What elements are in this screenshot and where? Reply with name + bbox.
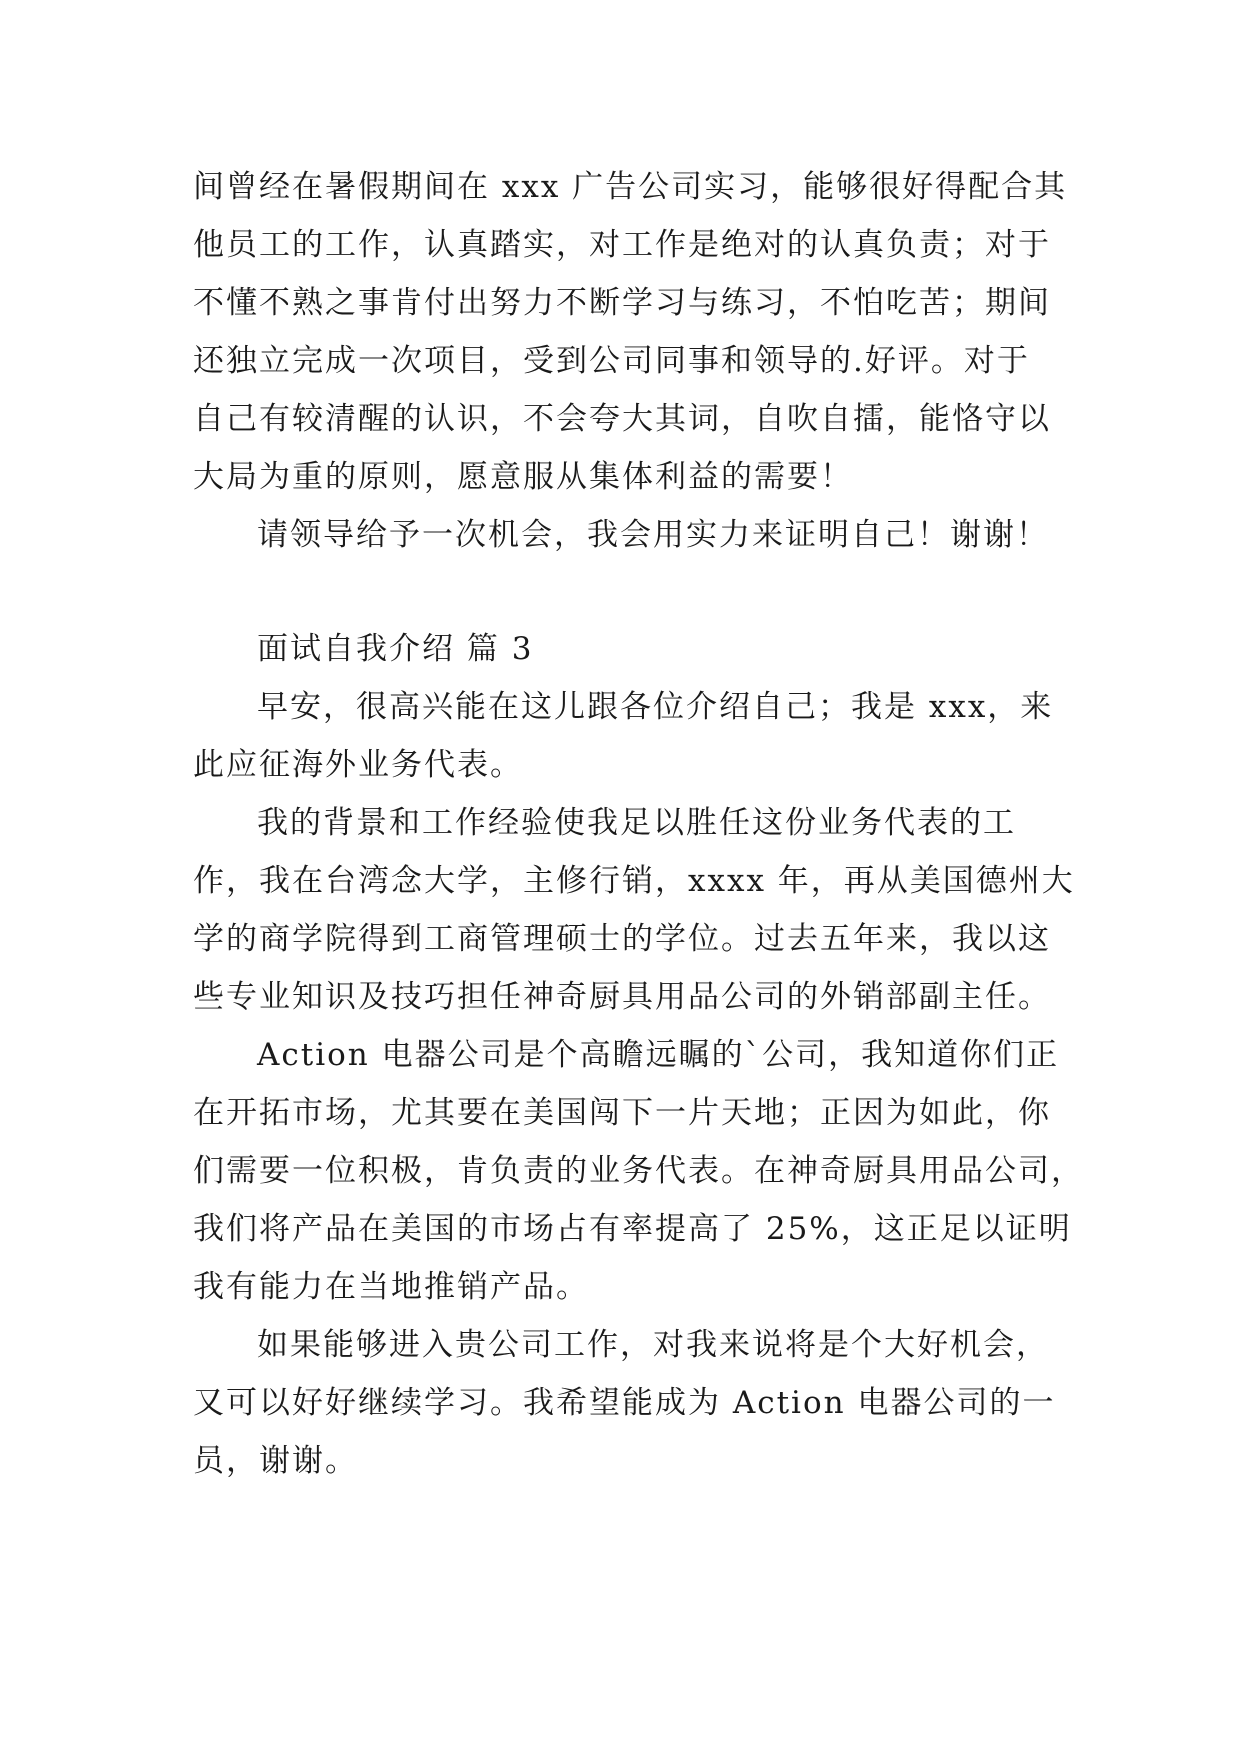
text-line: 不懂不熟之事肯付出努力不断学习与练习，不怕吃苦；期间: [193, 285, 1051, 321]
text-line: 又可以好好继续学习。我希望能成为 Action 电器公司的一: [193, 1385, 1056, 1421]
text-line: 我们将产品在美国的市场占有率提高了 25%，这正足以证明: [193, 1211, 1072, 1247]
text-line: 自己有较清醒的认识，不会夸大其词，自吹自擂，能恪守以: [193, 401, 1051, 437]
paragraph-conclusion: [193, 1316, 1056, 1490]
document-body: [193, 158, 1084, 1490]
text-line: 们需要一位积极，肯负责的业务代表。在神奇厨具用品公司，: [193, 1153, 1084, 1189]
text-line: 他员工的工作，认真踏实，对工作是绝对的认真负责；对于: [193, 227, 1051, 263]
text-line: 如果能够进入贵公司工作，对我来说将是个大好机会，: [257, 1327, 1049, 1363]
text-line: 大局为重的原则，愿意服从集体利益的需要！: [193, 459, 853, 495]
text-line: 还独立完成一次项目，受到公司同事和领导的.好评。对于: [193, 343, 1030, 379]
text-line: 我的背景和工作经验使我足以胜任这份业务代表的工: [257, 805, 1016, 841]
text-line: 在开拓市场，尤其要在美国闯下一片天地；正因为如此，你: [193, 1095, 1051, 1131]
paragraph-background: [193, 794, 1075, 1026]
paragraph-closing-request: [193, 506, 1053, 564]
section-heading: [193, 620, 1053, 678]
heading-text: 面试自我介绍 篇 3: [257, 631, 534, 667]
text-line: 些专业知识及技巧担任神奇厨具用品公司的外销部副主任。: [193, 979, 1051, 1015]
paragraph-internship: [193, 158, 1068, 506]
text-line: 请领导给予一次机会，我会用实力来证明自己！谢谢！: [257, 517, 1049, 553]
text-line: 此应征海外业务代表。: [193, 747, 523, 783]
paragraph-action-company: [193, 1026, 1084, 1316]
text-line: 作，我在台湾念大学，主修行销，xxxx 年，再从美国德州大: [193, 863, 1075, 899]
paragraph-greeting: [193, 678, 1053, 794]
text-line: 员，谢谢。: [193, 1443, 358, 1479]
text-line: Action 电器公司是个高瞻远瞩的`公司，我知道你们正: [257, 1037, 1060, 1073]
text-line: 学的商学院得到工商管理硕士的学位。过去五年来，我以这: [193, 921, 1051, 957]
text-line: 间曾经在暑假期间在 xxx 广告公司实习，能够很好得配合其: [193, 169, 1068, 205]
text-line: 早安，很高兴能在这儿跟各位介绍自己；我是 xxx，来: [257, 689, 1054, 725]
text-line: 我有能力在当地推销产品。: [193, 1269, 589, 1305]
